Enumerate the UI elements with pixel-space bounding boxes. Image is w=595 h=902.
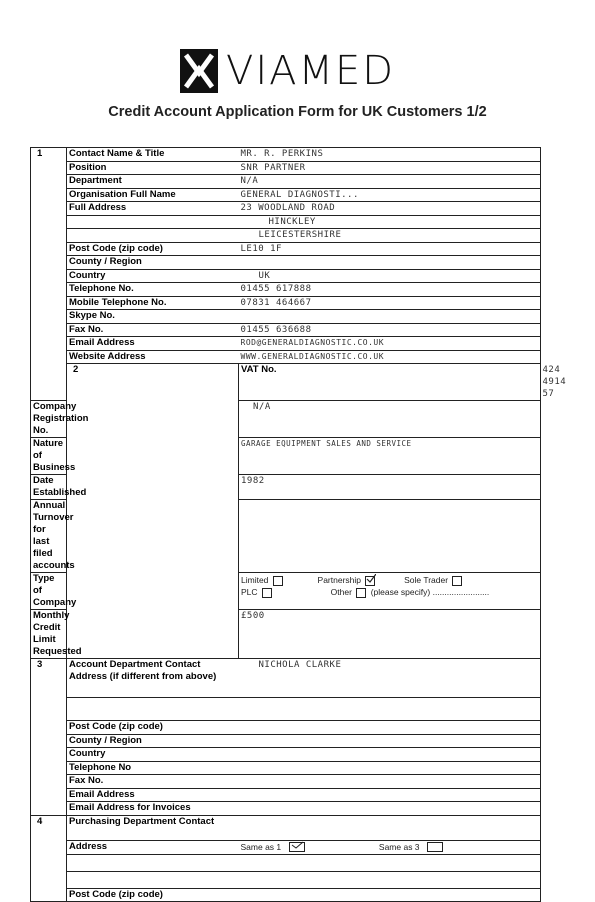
viamed-logo [180, 48, 395, 94]
label: Fax No. [67, 323, 239, 337]
row-s3-postcode [31, 721, 541, 735]
same-as-3-checkbox[interactable] [427, 842, 443, 852]
label: Full Address [67, 202, 239, 216]
row-address-1 [31, 202, 541, 216]
row-organisation [31, 188, 541, 202]
address-line-2-field[interactable]: HINCKLEY [239, 215, 541, 229]
label: Email Address [67, 788, 239, 802]
viamed-logo-icon [180, 49, 218, 93]
row-telephone [31, 283, 541, 297]
opt-other-label: Other [330, 587, 352, 597]
company-reg-field[interactable]: N/A [239, 401, 541, 438]
row-s3-country [31, 748, 541, 762]
label [67, 215, 239, 229]
label: Fax No. [67, 775, 239, 789]
label: County / Region [67, 256, 239, 270]
s3-country-field[interactable] [239, 748, 541, 762]
nature-field[interactable]: GARAGE EQUIPMENT SALES AND SERVICE [239, 438, 541, 475]
s3-email-field[interactable] [239, 788, 541, 802]
opt-plc-label: PLC [241, 587, 258, 597]
department-field[interactable]: N/A [239, 175, 541, 189]
email-field[interactable]: ROD@GENERALDIAGNOSTIC.CO.UK [239, 337, 541, 351]
position-field[interactable]: SNR PARTNER [239, 161, 541, 175]
section-number: 1 [31, 148, 67, 401]
mobile-field[interactable]: 07831 464667 [239, 296, 541, 310]
address-line-1-field[interactable]: 23 WOODLAND ROAD [239, 202, 541, 216]
label: Department [67, 175, 239, 189]
same-as-1-label: Same as 1 [240, 841, 282, 852]
account-contact-field[interactable]: NICHOLA CLARKE [239, 659, 541, 698]
row-county [31, 256, 541, 270]
plc-checkbox[interactable] [262, 588, 272, 598]
s4-address-options [239, 840, 541, 854]
label: Account Department Contact Address (if different from above) [67, 659, 239, 698]
opt-limited-label: Limited [241, 575, 269, 585]
row-contact-name [31, 148, 541, 162]
label: County / Region [67, 734, 239, 748]
logo-text: VIAMED [226, 48, 396, 94]
section-number: 2 [67, 364, 239, 659]
row-fax [31, 323, 541, 337]
label [67, 871, 239, 888]
label: Country [67, 269, 239, 283]
credit-application-table [30, 147, 567, 902]
label: Organisation Full Name [67, 188, 239, 202]
row-vat: 2 VAT No. 424 4914 57 [31, 364, 541, 401]
label: Monthly Credit Limit Requested [31, 610, 67, 659]
s4-address-line-2-field[interactable] [239, 871, 541, 888]
s3-address-field[interactable] [239, 698, 541, 721]
row-account-contact [31, 659, 541, 698]
country-field[interactable]: UK [239, 269, 541, 283]
row-s3-fax [31, 775, 541, 789]
limited-checkbox[interactable] [273, 576, 283, 586]
s4-postcode-field[interactable] [239, 888, 541, 902]
same-as-1-checkbox[interactable] [289, 842, 305, 852]
row-s4-address [31, 840, 541, 854]
row-s3-telephone [31, 761, 541, 775]
turnover-field[interactable] [239, 500, 541, 573]
postcode-field[interactable]: LE10 1F [239, 242, 541, 256]
opt-specify-label: (please specify) [370, 587, 431, 597]
label: Country [67, 748, 239, 762]
label: Mobile Telephone No. [67, 296, 239, 310]
label: Purchasing Department Contact [67, 815, 239, 840]
website-field[interactable]: WWW.GENERALDIAGNOSTIC.CO.UK [239, 350, 541, 364]
label: Post Code (zip code) [67, 721, 239, 735]
specify-field[interactable]: ........................ [432, 587, 490, 597]
row-mobile [31, 296, 541, 310]
label: Website Address [67, 350, 239, 364]
credit-field[interactable]: £500 [239, 610, 541, 659]
row-department [31, 175, 541, 189]
row-purchasing [31, 815, 541, 840]
row-country [31, 269, 541, 283]
other-checkbox[interactable] [356, 588, 366, 598]
label [67, 698, 239, 721]
row-s4-blank-2 [31, 871, 541, 888]
s3-invoice-email-field[interactable] [239, 802, 541, 816]
label: Email Address [67, 337, 239, 351]
label: Contact Name & Title [67, 148, 239, 162]
address-line-3-field[interactable]: LEICESTERSHIRE [239, 229, 541, 243]
purchasing-field[interactable] [239, 815, 541, 840]
label: Post Code (zip code) [67, 242, 239, 256]
row-position [31, 161, 541, 175]
label: Skype No. [67, 310, 239, 324]
row-s4-blank-1 [31, 854, 541, 871]
label: Nature of Business [31, 438, 67, 475]
label: Type of Company [31, 573, 67, 610]
checkmark-icon [290, 841, 304, 850]
row-s3-invoice-email [31, 802, 541, 816]
same-as-3-label: Same as 3 [378, 841, 420, 852]
label: Post Code (zip code) [67, 888, 239, 902]
s4-address-line-1-field[interactable] [239, 854, 541, 871]
form-title: Credit Account Application Form for UK Customers 1/2 [108, 104, 487, 120]
s3-county-field[interactable] [239, 734, 541, 748]
opt-sole-label: Sole Trader [404, 575, 449, 585]
organisation-field[interactable]: GENERAL DIAGNOSTI... [239, 188, 541, 202]
row-skype [31, 310, 541, 324]
row-s3-blank [31, 698, 541, 721]
county-field[interactable] [239, 256, 541, 270]
row-s3-email [31, 788, 541, 802]
label [67, 854, 239, 871]
s3-telephone-field[interactable] [239, 761, 541, 775]
row-s3-county [31, 734, 541, 748]
fax-field[interactable]: 01455 636688 [239, 323, 541, 337]
label: VAT No. [239, 364, 541, 401]
label: Date Established [31, 475, 67, 500]
label: Company Registration No. [31, 401, 67, 438]
s3-fax-field[interactable] [239, 775, 541, 789]
row-postcode [31, 242, 541, 256]
label: Position [67, 161, 239, 175]
label: Email Address for Invoices [67, 802, 239, 816]
row-website [31, 350, 541, 364]
label: Telephone No [67, 761, 239, 775]
date-field[interactable]: 1982 [239, 475, 541, 500]
section-number: 4 [31, 815, 67, 902]
label: Telephone No. [67, 283, 239, 297]
label [67, 229, 239, 243]
opt-partnership-label: Partnership [317, 575, 361, 585]
skype-field[interactable] [239, 310, 541, 324]
section-number: 3 [31, 659, 67, 816]
row-email [31, 337, 541, 351]
partnership-checkbox[interactable] [365, 576, 375, 586]
type-options [239, 573, 541, 610]
label: Address [67, 840, 239, 854]
sole-trader-checkbox[interactable] [452, 576, 462, 586]
checkmark-icon [366, 574, 376, 584]
s3-postcode-field[interactable] [239, 721, 541, 735]
row-address-3 [31, 229, 541, 243]
row-s4-postcode [31, 888, 541, 902]
telephone-field[interactable]: 01455 617888 [239, 283, 541, 297]
contact-name-field[interactable]: MR. R. PERKINS [239, 148, 541, 162]
row-address-2 [31, 215, 541, 229]
label: Annual Turnover for last filed accounts [31, 500, 67, 573]
